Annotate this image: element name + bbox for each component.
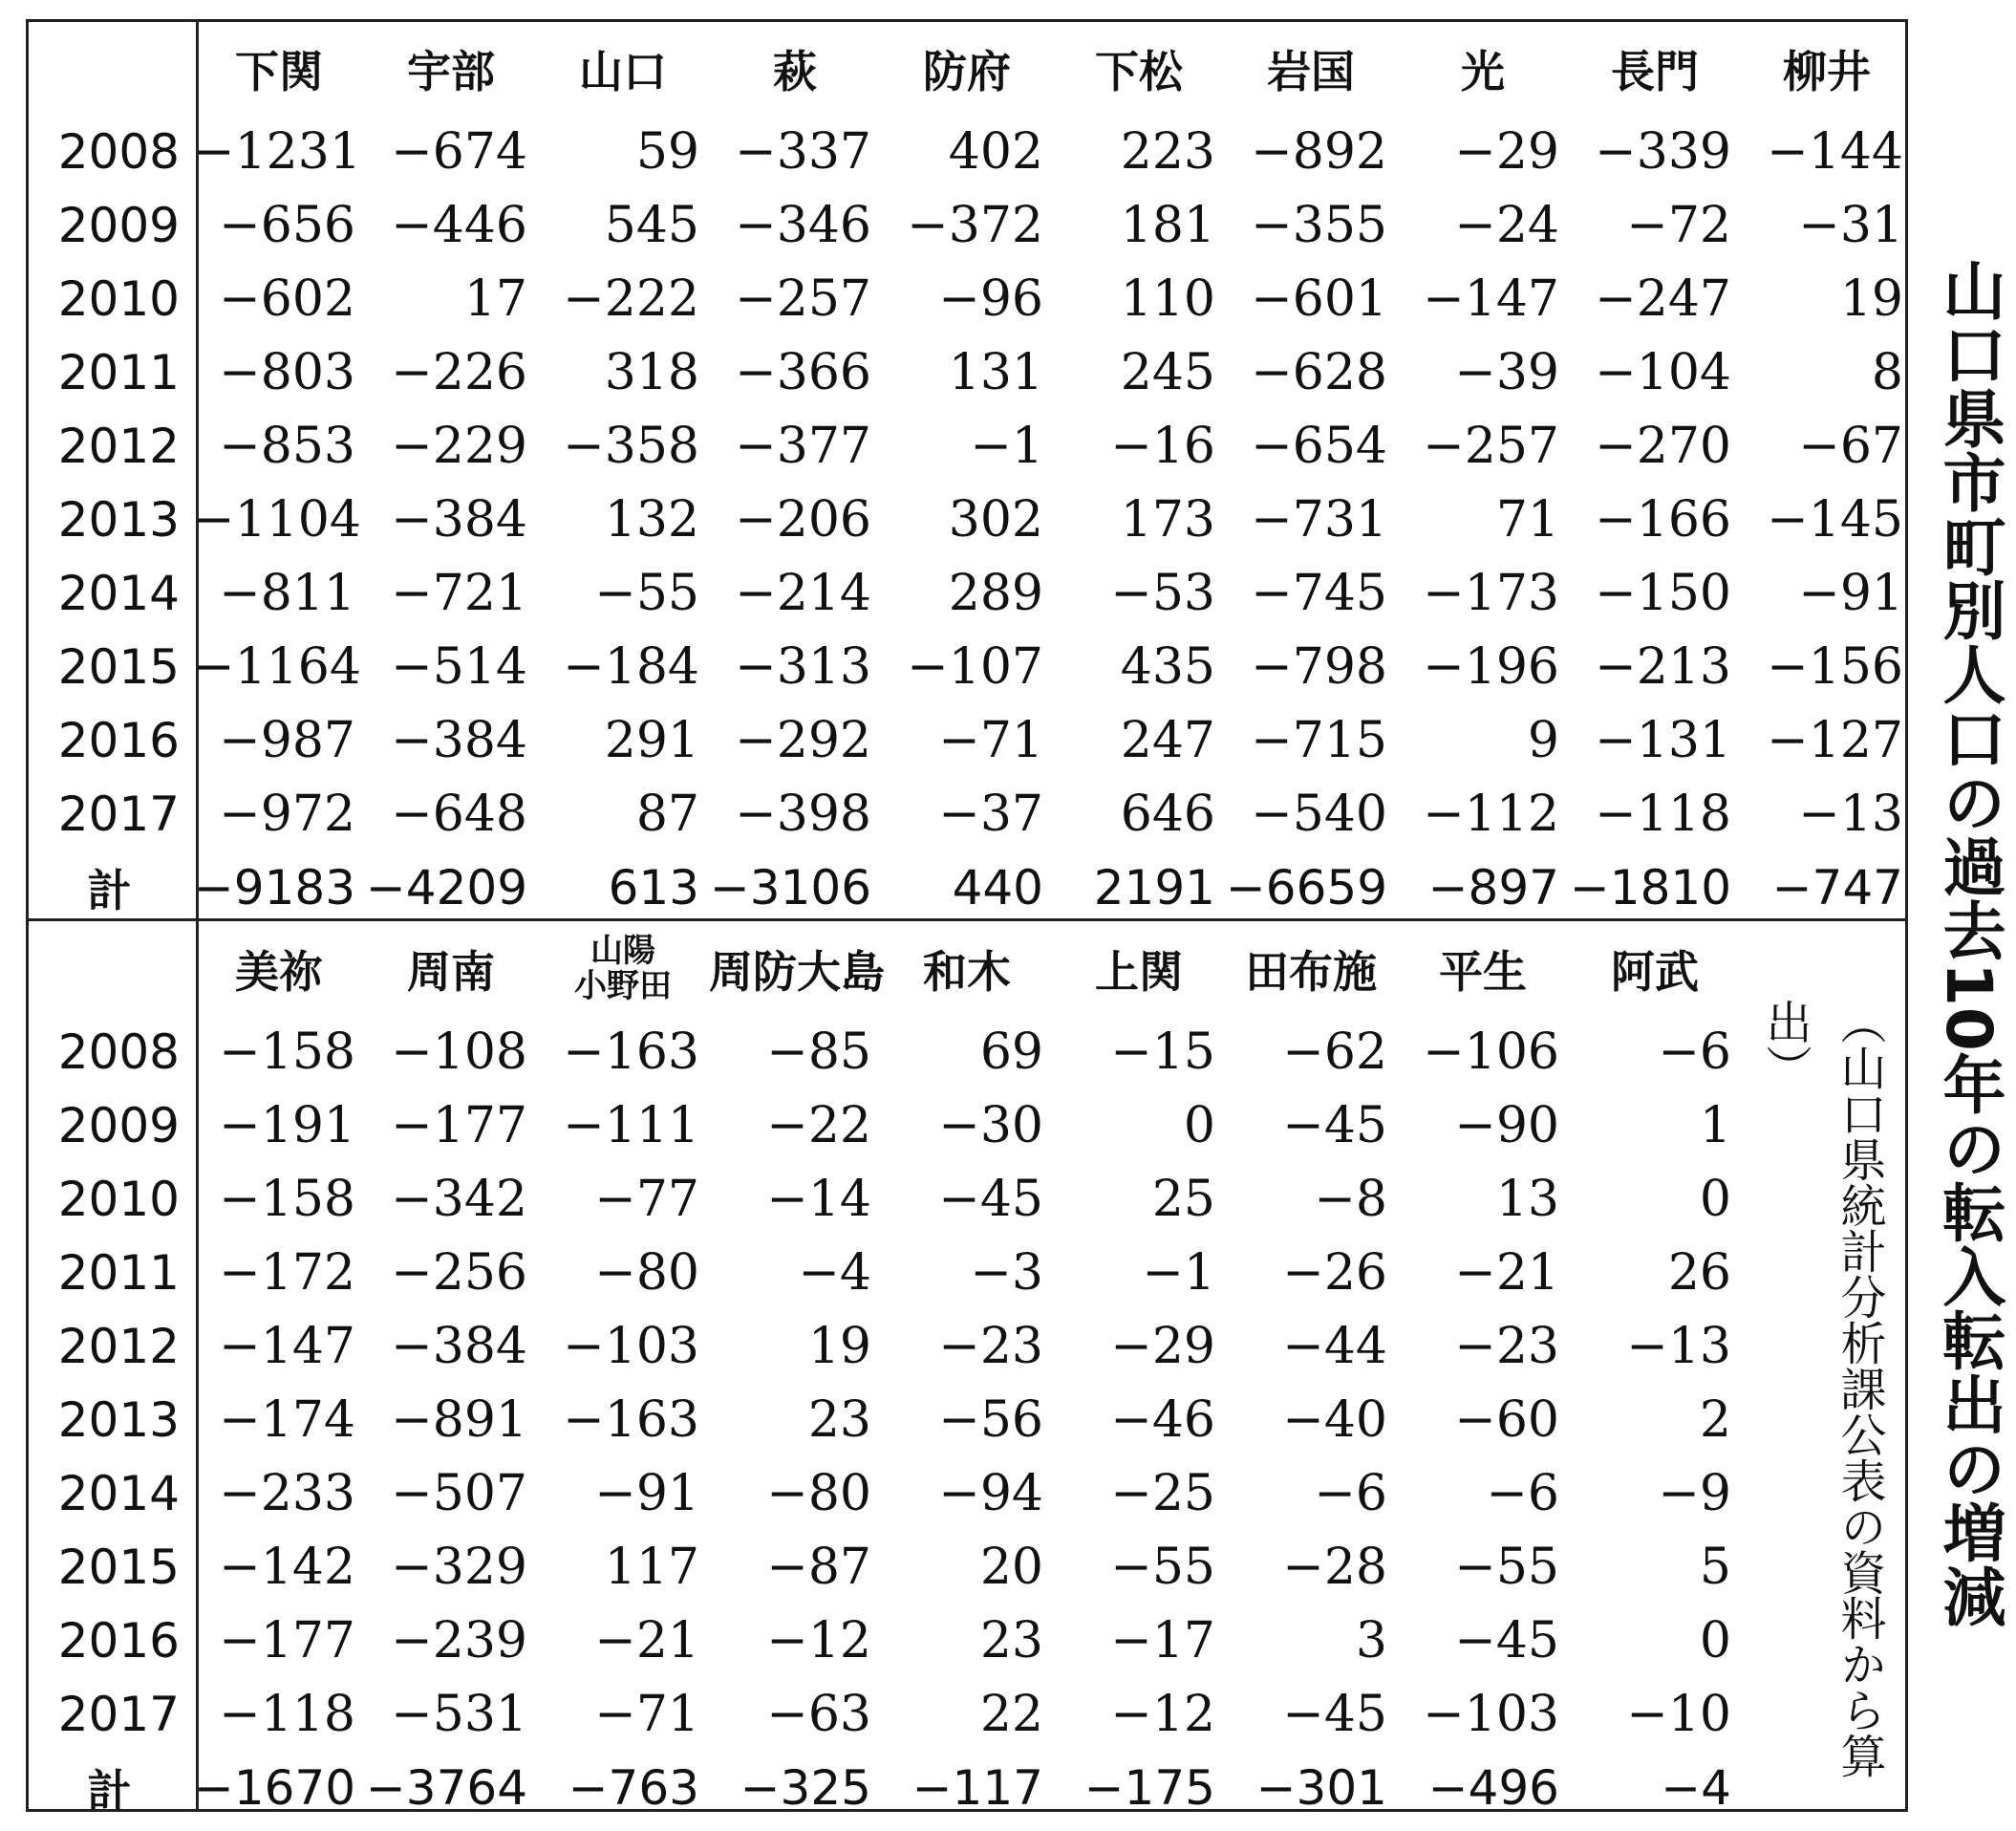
- value-cell: −731: [1251, 490, 1387, 549]
- value-cell: −21: [1454, 1243, 1559, 1302]
- year-cell: 2010: [57, 270, 180, 327]
- value-cell: −355: [1251, 196, 1387, 254]
- total-label: 計: [87, 1764, 132, 1817]
- value-cell: −715: [1251, 711, 1387, 769]
- value-cell: −972: [219, 785, 355, 843]
- total-cell: −325: [740, 1759, 871, 1816]
- value-cell: 245: [1120, 343, 1215, 401]
- value-cell: 131: [948, 343, 1043, 401]
- value-cell: −346: [735, 196, 871, 254]
- city-header: 下関: [235, 45, 323, 97]
- total-cell: −1670: [193, 1759, 355, 1816]
- value-cell: −174: [219, 1390, 355, 1449]
- value-cell: −145: [1767, 490, 1903, 549]
- value-cell: −177: [391, 1096, 527, 1154]
- value-cell: 247: [1120, 711, 1215, 769]
- value-cell: 19: [807, 1317, 871, 1375]
- year-cell: 2011: [57, 1244, 180, 1301]
- value-cell: −12: [766, 1611, 871, 1669]
- value-cell: 173: [1120, 490, 1215, 549]
- value-cell: 2: [1699, 1390, 1731, 1449]
- year-cell: 2013: [57, 491, 180, 548]
- value-cell: 0: [1699, 1170, 1731, 1228]
- value-cell: −131: [1595, 711, 1731, 769]
- value-cell: −214: [735, 564, 871, 622]
- year-cell: 2016: [57, 1612, 180, 1669]
- value-cell: −4: [798, 1243, 871, 1302]
- value-cell: −112: [1423, 785, 1559, 843]
- value-cell: −144: [1767, 122, 1903, 181]
- value-cell: −745: [1251, 564, 1387, 622]
- value-cell: −22: [766, 1096, 871, 1154]
- value-cell: −71: [938, 711, 1043, 769]
- value-cell: −366: [735, 343, 871, 401]
- value-cell: −12: [1110, 1685, 1215, 1743]
- city-header: 宇部: [407, 45, 495, 97]
- value-cell: −540: [1251, 785, 1387, 843]
- year-cell: 2015: [57, 1539, 180, 1595]
- table-row: [26, 335, 1913, 409]
- value-cell: −15: [1110, 1023, 1215, 1081]
- value-cell: −30: [938, 1096, 1043, 1154]
- value-cell: −892: [1251, 122, 1387, 181]
- city-header: 下松: [1095, 45, 1183, 97]
- value-cell: −247: [1595, 269, 1731, 328]
- value-cell: −108: [391, 1023, 527, 1081]
- value-cell: −270: [1595, 417, 1731, 475]
- total-cell: −763: [568, 1759, 699, 1816]
- value-cell: 26: [1667, 1243, 1731, 1302]
- year-cell: 2012: [57, 1318, 180, 1374]
- total-cell: −496: [1427, 1759, 1559, 1816]
- value-cell: 87: [635, 785, 699, 843]
- value-cell: −21: [594, 1611, 699, 1669]
- value-cell: −72: [1626, 196, 1731, 254]
- table-row: [26, 483, 1913, 556]
- value-cell: 0: [1699, 1611, 1731, 1669]
- value-cell: −71: [594, 1685, 699, 1743]
- value-cell: −257: [1423, 417, 1559, 475]
- value-cell: −67: [1798, 417, 1903, 475]
- value-cell: −8: [1314, 1170, 1387, 1228]
- value-cell: −10: [1626, 1685, 1731, 1743]
- value-cell: −53: [1110, 564, 1215, 622]
- value-cell: −384: [391, 711, 527, 769]
- table-row: [26, 777, 1913, 851]
- value-cell: 132: [604, 490, 699, 549]
- city-header: 柳井: [1783, 45, 1871, 97]
- value-cell: −222: [563, 269, 699, 328]
- value-cell: −45: [1454, 1611, 1559, 1669]
- value-cell: −55: [1454, 1538, 1559, 1596]
- value-cell: 117: [604, 1538, 699, 1596]
- corner-cell: [26, 922, 193, 1015]
- value-cell: 181: [1120, 196, 1215, 254]
- value-cell: 646: [1120, 785, 1215, 843]
- value-cell: −45: [938, 1170, 1043, 1228]
- year-cell: 2017: [57, 1686, 180, 1742]
- year-cell: 2011: [57, 344, 180, 400]
- city-header: 和木: [923, 945, 1011, 998]
- value-cell: −60: [1454, 1390, 1559, 1449]
- value-cell: −803: [219, 343, 355, 401]
- value-cell: 3: [1355, 1611, 1387, 1669]
- value-cell: −55: [594, 564, 699, 622]
- source-note: （山口県統計分析課公表の資料から算出）: [1758, 999, 1886, 1778]
- value-cell: −44: [1282, 1317, 1387, 1375]
- value-cell: −26: [1282, 1243, 1387, 1302]
- table-row: [26, 1604, 1913, 1677]
- year-cell: 2008: [57, 123, 180, 180]
- value-cell: −80: [594, 1243, 699, 1302]
- value-cell: −40: [1282, 1390, 1387, 1449]
- year-cell: 2014: [57, 1465, 180, 1521]
- value-cell: −1231: [193, 122, 361, 181]
- value-cell: −213: [1595, 637, 1731, 696]
- value-cell: 23: [979, 1611, 1043, 1669]
- corner-cell: [26, 22, 193, 115]
- value-cell: −337: [735, 122, 871, 181]
- value-cell: 5: [1699, 1538, 1731, 1596]
- year-cell: 2008: [57, 1023, 180, 1080]
- value-cell: −196: [1423, 637, 1559, 696]
- value-cell: −163: [563, 1390, 699, 1449]
- value-cell: −63: [766, 1685, 871, 1743]
- value-cell: −14: [766, 1170, 871, 1228]
- value-cell: −891: [391, 1390, 527, 1449]
- value-cell: −628: [1251, 343, 1387, 401]
- migration-table-upper: [26, 22, 1913, 924]
- value-cell: −648: [391, 785, 527, 843]
- value-cell: −721: [391, 564, 527, 622]
- value-cell: −103: [1423, 1685, 1559, 1743]
- value-cell: 22: [979, 1685, 1043, 1743]
- migration-table-lower: [26, 922, 1913, 1824]
- value-cell: −514: [391, 637, 527, 696]
- value-cell: 13: [1495, 1170, 1559, 1228]
- total-cell: −4: [1661, 1759, 1731, 1816]
- table-row: [26, 630, 1913, 703]
- value-cell: −172: [219, 1243, 355, 1302]
- total-cell: 2191: [1093, 859, 1215, 916]
- total-cell: 440: [952, 859, 1043, 916]
- value-cell: −56: [938, 1390, 1043, 1449]
- value-cell: −147: [219, 1317, 355, 1375]
- value-cell: −339: [1595, 122, 1731, 181]
- value-cell: −158: [219, 1170, 355, 1228]
- value-cell: −229: [391, 417, 527, 475]
- value-cell: −507: [391, 1464, 527, 1522]
- value-cell: −104: [1595, 343, 1731, 401]
- value-cell: −674: [391, 122, 527, 181]
- value-cell: −90: [1454, 1096, 1559, 1154]
- value-cell: −23: [938, 1317, 1043, 1375]
- value-cell: 59: [635, 122, 699, 181]
- value-cell: −987: [219, 711, 355, 769]
- value-cell: −13: [1798, 785, 1903, 843]
- total-cell: 613: [608, 859, 699, 916]
- value-cell: 1: [1699, 1096, 1731, 1154]
- city-header: 山口: [579, 45, 667, 97]
- value-cell: 435: [1120, 637, 1215, 696]
- value-cell: 110: [1120, 269, 1215, 328]
- value-cell: −29: [1110, 1317, 1215, 1375]
- value-cell: −85: [766, 1023, 871, 1081]
- value-cell: −106: [1423, 1023, 1559, 1081]
- value-cell: −25: [1110, 1464, 1215, 1522]
- value-cell: −656: [219, 196, 355, 254]
- year-cell: 2009: [57, 1097, 180, 1153]
- total-cell: −747: [1771, 859, 1903, 916]
- city-header: 上関: [1095, 945, 1183, 998]
- city-header: 周南: [407, 945, 495, 998]
- value-cell: −206: [735, 490, 871, 549]
- value-cell: −384: [391, 490, 527, 549]
- city-header: 萩: [773, 45, 817, 97]
- value-cell: −531: [391, 1685, 527, 1743]
- value-cell: −811: [219, 564, 355, 622]
- value-cell: −37: [938, 785, 1043, 843]
- value-cell: −173: [1423, 564, 1559, 622]
- value-cell: −6: [1314, 1464, 1387, 1522]
- value-cell: 17: [463, 269, 527, 328]
- value-cell: −87: [766, 1538, 871, 1596]
- table-row: [26, 188, 1913, 262]
- value-cell: −96: [938, 269, 1043, 328]
- value-cell: −798: [1251, 637, 1387, 696]
- value-cell: −118: [219, 1685, 355, 1743]
- city-header: 岩国: [1267, 45, 1355, 97]
- value-cell: −313: [735, 637, 871, 696]
- value-cell: −142: [219, 1538, 355, 1596]
- value-cell: −184: [563, 637, 699, 696]
- value-cell: −45: [1282, 1096, 1387, 1154]
- value-cell: −23: [1454, 1317, 1559, 1375]
- table-row: [26, 1456, 1913, 1530]
- total-row: [26, 1751, 1913, 1824]
- value-cell: −166: [1595, 490, 1731, 549]
- table-row: [26, 1530, 1913, 1604]
- value-cell: 20: [979, 1538, 1043, 1596]
- value-cell: −91: [1798, 564, 1903, 622]
- city-header: 周防大島: [709, 945, 885, 998]
- total-cell: −1810: [1569, 859, 1731, 916]
- value-cell: −377: [735, 417, 871, 475]
- value-cell: −147: [1423, 269, 1559, 328]
- value-cell: −239: [391, 1611, 527, 1669]
- value-cell: −77: [594, 1170, 699, 1228]
- value-cell: −329: [391, 1538, 527, 1596]
- table-row: [26, 1162, 1913, 1236]
- value-cell: 302: [948, 490, 1043, 549]
- total-cell: −301: [1255, 1759, 1387, 1816]
- total-cell: −175: [1083, 1759, 1215, 1816]
- total-cell: −4209: [365, 859, 527, 916]
- value-cell: −226: [391, 343, 527, 401]
- value-cell: −1164: [193, 637, 361, 696]
- value-cell: −103: [563, 1317, 699, 1375]
- total-cell: −897: [1427, 859, 1559, 916]
- city-header: 防府: [923, 45, 1011, 97]
- value-cell: −602: [219, 269, 355, 328]
- value-cell: −127: [1767, 711, 1903, 769]
- total-cell: −9183: [193, 859, 355, 916]
- value-cell: −46: [1110, 1390, 1215, 1449]
- value-cell: 289: [948, 564, 1043, 622]
- table-row: [26, 1309, 1913, 1383]
- total-cell: −3764: [365, 1759, 527, 1816]
- total-label: 計: [87, 864, 132, 916]
- value-cell: −16: [1110, 417, 1215, 475]
- value-cell: −3: [970, 1243, 1043, 1302]
- value-cell: −6: [1486, 1464, 1559, 1522]
- value-cell: −163: [563, 1023, 699, 1081]
- year-cell: 2014: [57, 565, 180, 621]
- table-row: [26, 1677, 1913, 1751]
- value-cell: −39: [1454, 343, 1559, 401]
- year-cell: 2017: [57, 786, 180, 842]
- value-cell: −91: [594, 1464, 699, 1522]
- value-cell: −654: [1251, 417, 1387, 475]
- value-cell: 23: [807, 1390, 871, 1449]
- value-cell: 0: [1183, 1096, 1215, 1154]
- year-cell: 2016: [57, 712, 180, 768]
- value-cell: −13: [1626, 1317, 1731, 1375]
- value-cell: −177: [219, 1611, 355, 1669]
- city-header: 阿武: [1611, 945, 1699, 998]
- year-cell: 2013: [57, 1391, 180, 1448]
- value-cell: −31: [1798, 196, 1903, 254]
- value-cell: −29: [1454, 122, 1559, 181]
- city-header: 美祢: [235, 945, 323, 998]
- city-header: 山陽 小野田: [574, 931, 672, 1005]
- value-cell: 19: [1839, 269, 1903, 328]
- value-cell: −45: [1282, 1685, 1387, 1743]
- value-cell: −107: [907, 637, 1043, 696]
- value-cell: −446: [391, 196, 527, 254]
- total-cell: −3106: [709, 859, 871, 916]
- value-cell: −55: [1110, 1538, 1215, 1596]
- value-cell: −292: [735, 711, 871, 769]
- value-cell: −233: [219, 1464, 355, 1522]
- value-cell: −111: [563, 1096, 699, 1154]
- value-cell: −398: [735, 785, 871, 843]
- value-cell: −9: [1658, 1464, 1731, 1522]
- total-row: [26, 851, 1913, 924]
- value-cell: −24: [1454, 196, 1559, 254]
- value-cell: −6: [1658, 1023, 1731, 1081]
- value-cell: 291: [604, 711, 699, 769]
- city-header: 長門: [1611, 45, 1699, 97]
- table-row: [26, 1383, 1913, 1456]
- city-header: 光: [1461, 45, 1505, 97]
- value-cell: 8: [1871, 343, 1903, 401]
- header-row: [26, 922, 1913, 1015]
- value-cell: 318: [604, 343, 699, 401]
- value-cell: −256: [391, 1243, 527, 1302]
- table-row: [26, 556, 1913, 630]
- value-cell: −150: [1595, 564, 1731, 622]
- city-header: 平生: [1439, 945, 1527, 998]
- value-cell: 545: [604, 196, 699, 254]
- value-cell: 9: [1527, 711, 1559, 769]
- table-row: [26, 1015, 1913, 1088]
- city-header: 田布施: [1245, 945, 1377, 998]
- value-cell: −342: [391, 1170, 527, 1228]
- value-cell: −1104: [193, 490, 361, 549]
- value-cell: 69: [979, 1023, 1043, 1081]
- value-cell: −28: [1282, 1538, 1387, 1596]
- year-cell: 2009: [57, 197, 180, 253]
- value-cell: 402: [948, 122, 1043, 181]
- year-cell: 2012: [57, 418, 180, 474]
- value-cell: −1: [970, 417, 1043, 475]
- table-row: [26, 262, 1913, 335]
- year-cell: 2015: [57, 638, 180, 695]
- value-cell: −372: [907, 196, 1043, 254]
- value-cell: −384: [391, 1317, 527, 1375]
- value-cell: −17: [1110, 1611, 1215, 1669]
- value-cell: −257: [735, 269, 871, 328]
- value-cell: −1: [1142, 1243, 1215, 1302]
- total-cell: −117: [911, 1759, 1043, 1816]
- value-cell: 223: [1120, 122, 1215, 181]
- value-cell: −118: [1595, 785, 1731, 843]
- page-title: 山口県市町別人口の過去10年の転入転出の増減: [1932, 258, 2005, 1628]
- value-cell: −62: [1282, 1023, 1387, 1081]
- value-cell: −853: [219, 417, 355, 475]
- header-row: [26, 22, 1913, 115]
- value-cell: 25: [1151, 1170, 1215, 1228]
- table-row: [26, 1088, 1913, 1162]
- table-row: [26, 1236, 1913, 1309]
- value-cell: −158: [219, 1023, 355, 1081]
- total-cell: −6659: [1225, 859, 1387, 916]
- value-cell: 71: [1495, 490, 1559, 549]
- value-cell: −94: [938, 1464, 1043, 1522]
- value-cell: −156: [1767, 637, 1903, 696]
- year-cell: 2010: [57, 1171, 180, 1227]
- value-cell: −191: [219, 1096, 355, 1154]
- table-row: [26, 409, 1913, 483]
- table-row: [26, 115, 1913, 188]
- table-row: [26, 703, 1913, 777]
- value-cell: −358: [563, 417, 699, 475]
- value-cell: −80: [766, 1464, 871, 1522]
- value-cell: −601: [1251, 269, 1387, 328]
